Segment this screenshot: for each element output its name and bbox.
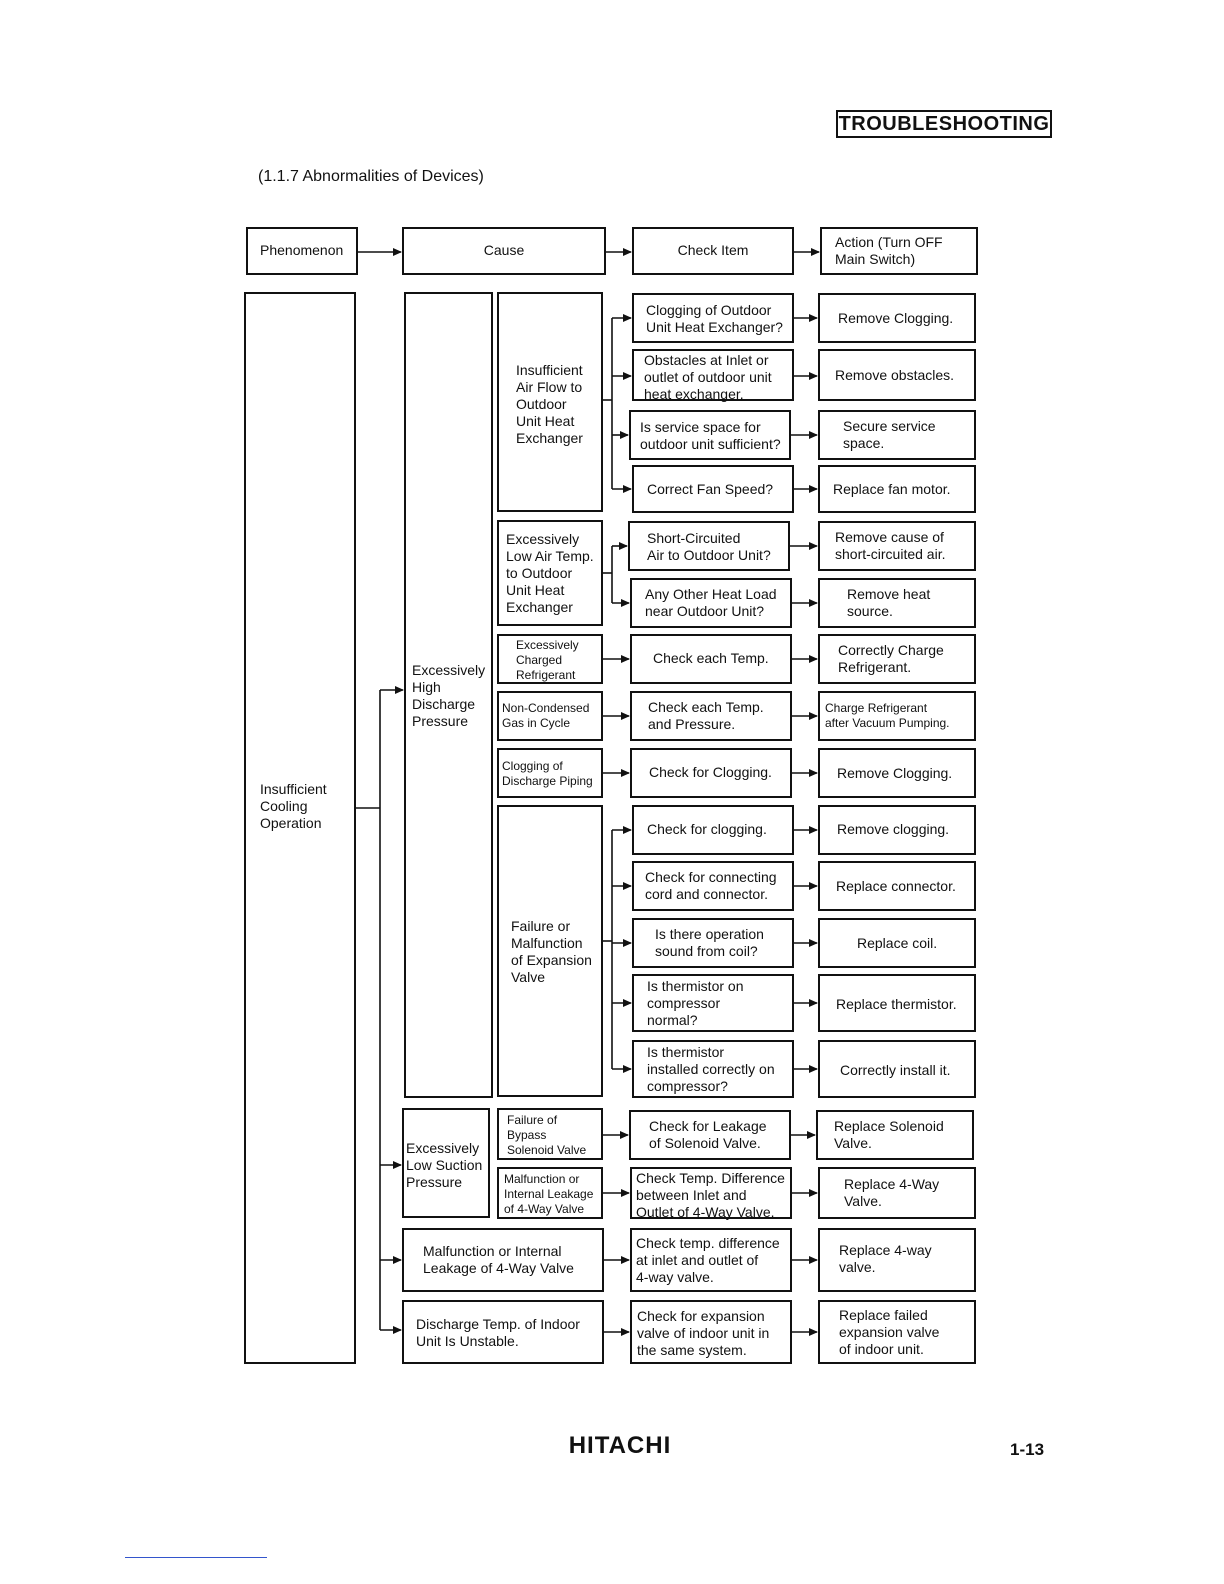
check-item — [632, 293, 794, 343]
check-item — [628, 521, 790, 571]
cause-discharge-temp-box — [402, 1300, 604, 1364]
action-item — [818, 1300, 976, 1364]
check-item — [632, 974, 794, 1032]
cause-high-discharge: Excessively High Discharge Pressure — [412, 662, 486, 729]
check-item-text: Short-Circuited Air to Outdoor Unit? — [647, 530, 771, 563]
subcause-insufficient-air: Insufficient Air Flow to Outdoor Unit Heat Exchanger — [516, 362, 583, 446]
action-item — [818, 691, 976, 741]
action-item — [818, 465, 976, 513]
check-item-text: Check each Temp. and Pressure. — [648, 699, 764, 732]
check-item-text: Check temp. difference at inlet and outlet of 4-way valve. — [636, 1235, 780, 1285]
arrowhead — [809, 826, 818, 834]
header-action: Action (Turn OFF Main Switch) — [835, 234, 943, 267]
check-item-text: Clogging of Outdoor Unit Heat Exchanger? — [646, 302, 783, 335]
check-item-text: Check for clogging. — [647, 821, 767, 837]
arrowhead — [809, 1256, 818, 1264]
action-item — [818, 974, 976, 1032]
arrowhead — [621, 769, 630, 777]
check-item — [630, 1228, 792, 1292]
arrowhead — [809, 1065, 818, 1073]
cause-high-discharge-box — [404, 292, 493, 1098]
check-item — [632, 861, 794, 911]
check-item — [629, 410, 791, 460]
arrowhead — [809, 655, 818, 663]
arrowhead — [809, 599, 818, 607]
subcause-clogging-discharge: Clogging of Discharge Piping — [502, 759, 593, 788]
subcause-insufficient-air-box — [497, 292, 603, 512]
arrowhead — [809, 314, 818, 322]
check-item-text: Correct Fan Speed? — [647, 481, 774, 497]
arrowhead — [621, 712, 630, 720]
check-item — [630, 748, 792, 798]
arrowhead — [393, 1256, 402, 1264]
action-item — [818, 293, 976, 343]
check-item — [632, 349, 794, 401]
action-item-text: Remove Clogging. — [838, 310, 954, 326]
check-item-text: Check for expansion valve of indoor unit in the same system. — [637, 1308, 770, 1358]
subcause-clogging-discharge-box — [497, 748, 603, 798]
header-check-box — [632, 227, 794, 275]
section-tag: TROUBLESHOOTING — [836, 110, 1052, 138]
arrowhead — [393, 1161, 402, 1169]
phenomenon-box — [244, 292, 356, 1364]
action-item-text: Replace 4-way valve. — [839, 1242, 932, 1275]
check-item — [630, 1300, 792, 1364]
cause-low-suction: Excessively Low Suction Pressure — [406, 1140, 483, 1190]
arrowhead — [393, 248, 402, 256]
arrowhead — [621, 1189, 630, 1197]
action-item-text: Replace connector. — [836, 878, 956, 894]
arrowhead — [620, 1131, 629, 1139]
subcause-non-condensed-box — [497, 691, 603, 741]
arrowhead — [809, 999, 818, 1007]
arrowhead — [621, 1256, 630, 1264]
action-item — [818, 634, 976, 684]
check-item-text: Any Other Heat Load near Outdoor Unit? — [645, 586, 777, 619]
action-item — [818, 1228, 976, 1292]
action-item — [818, 410, 976, 460]
check-item — [632, 918, 794, 968]
subcause-overcharged-box — [497, 634, 603, 684]
cause-low-suction-box — [402, 1108, 490, 1218]
arrowhead — [393, 1326, 402, 1334]
arrowhead — [811, 248, 820, 256]
arrowhead — [809, 542, 818, 550]
arrowhead — [621, 599, 630, 607]
subcause-expansion-valve-box — [497, 805, 603, 1097]
check-item — [632, 1040, 794, 1098]
page-subtitle: (1.1.7 Abnormalities of Devices) — [258, 168, 484, 185]
arrowhead — [623, 485, 632, 493]
arrowhead — [623, 999, 632, 1007]
check-item — [630, 1167, 792, 1219]
check-item-text: Check for Clogging. — [649, 764, 772, 780]
header-phenomenon-box — [246, 227, 358, 275]
subcause-expansion-valve: Failure or Malfunction of Expansion Valve — [511, 918, 592, 985]
arrowhead — [623, 248, 632, 256]
action-item-text: Replace Solenoid Valve. — [834, 1118, 944, 1151]
action-item-text: Remove obstacles. — [835, 367, 955, 383]
check-item — [632, 805, 794, 855]
check-item-text: Is thermistor on compressor normal? — [647, 978, 744, 1028]
action-item-text: Remove clogging. — [837, 821, 950, 837]
arrowhead — [809, 712, 818, 720]
subcause-non-condensed: Non-Condensed Gas in Cycle — [502, 701, 590, 730]
brand-logo: HITACHI — [568, 1432, 672, 1459]
action-item-text: Charge Refrigerant after Vacuum Pumping. — [825, 701, 950, 730]
page-number: 1-13 — [1010, 1440, 1045, 1459]
arrowhead — [809, 939, 818, 947]
subcause-overcharged: Excessively Charged Refrigerant — [516, 638, 579, 682]
arrowhead — [621, 655, 630, 663]
cause-four-way: Malfunction or Internal Leakage of 4-Way Valve — [423, 1243, 574, 1276]
subcause-internal-leakage: Malfunction or Internal Leakage of 4-Way Valve — [504, 1172, 594, 1216]
arrowhead — [621, 1328, 630, 1336]
action-item-text: Correctly Charge Refrigerant. — [838, 642, 944, 675]
action-item-text: Replace failed expansion valve of indoor unit. — [839, 1307, 940, 1357]
arrowhead — [395, 686, 404, 694]
arrowhead — [623, 882, 632, 890]
divider — [125, 1557, 267, 1558]
arrowhead — [809, 431, 818, 439]
header-action-box — [820, 227, 978, 275]
arrowhead — [809, 485, 818, 493]
cause-four-way-box — [402, 1228, 604, 1292]
action-item — [818, 918, 976, 968]
action-item — [818, 748, 976, 798]
phenomenon-label: Insufficient Cooling Operation — [260, 781, 327, 831]
subcause-internal-leakage-box — [497, 1167, 603, 1219]
arrowhead — [623, 372, 632, 380]
subcause-low-air-temp: Excessively Low Air Temp. to Outdoor Unit Heat Exchanger — [506, 531, 594, 615]
action-item — [818, 1040, 976, 1098]
arrowhead — [623, 826, 632, 834]
action-item-text: Remove Clogging. — [837, 765, 953, 781]
subcause-bypass-valve-box — [497, 1108, 603, 1160]
action-item-text: Replace fan motor. — [833, 481, 951, 497]
check-item-text: Check Temp. Difference between Inlet and Outlet of 4-Way Valve. — [636, 1170, 785, 1220]
check-item-text: Check for Leakage of Solenoid Valve. — [649, 1118, 767, 1151]
arrowhead — [809, 372, 818, 380]
action-item-text: Correctly install it. — [840, 1062, 951, 1078]
check-item — [630, 578, 792, 628]
action-item — [818, 805, 976, 855]
header-check-item: Check Item — [677, 242, 749, 258]
check-item — [632, 465, 794, 513]
header-cause-box — [402, 227, 606, 275]
check-item-text: Check each Temp. — [653, 650, 769, 666]
action-item-text: Remove cause of short-circuited air. — [835, 529, 946, 562]
action-item — [818, 861, 976, 911]
subcause-bypass-valve: Failure of Bypass Solenoid Valve — [507, 1113, 587, 1157]
arrowhead — [623, 939, 632, 947]
check-item-text: Check for connecting cord and connector. — [645, 869, 777, 902]
action-item — [818, 521, 976, 571]
action-item-text: Replace thermistor. — [836, 996, 957, 1012]
arrowhead — [809, 882, 818, 890]
header-cause: Cause — [483, 242, 525, 258]
arrowhead — [620, 431, 629, 439]
check-item-text: Is service space for outdoor unit sufficient? — [640, 419, 781, 452]
arrowhead — [623, 314, 632, 322]
action-item-text: Remove heat source. — [847, 586, 931, 619]
action-item-text: Secure service space. — [843, 418, 936, 451]
arrowhead — [809, 769, 818, 777]
action-item-text: Replace coil. — [857, 935, 938, 951]
check-item — [630, 691, 792, 741]
arrowhead — [619, 542, 628, 550]
check-item-text: Obstacles at Inlet or outlet of outdoor unit heat exchanger. — [644, 352, 772, 402]
cause-discharge-temp: Discharge Temp. of Indoor Unit Is Unstable. — [416, 1316, 580, 1349]
arrowhead — [809, 1328, 818, 1336]
action-item — [818, 349, 976, 401]
action-item-text: Replace 4-Way Valve. — [844, 1176, 940, 1209]
arrowhead — [807, 1131, 816, 1139]
arrowhead — [623, 1065, 632, 1073]
subcause-low-air-temp-box — [497, 520, 603, 626]
check-item — [630, 634, 792, 684]
header-phenomenon: Phenomenon — [260, 242, 344, 258]
action-item — [818, 1167, 976, 1219]
action-item — [818, 578, 976, 628]
arrowhead — [809, 1189, 818, 1197]
action-item — [816, 1110, 974, 1160]
check-item — [629, 1110, 791, 1160]
check-item-text: Is there operation sound from coil? — [655, 926, 764, 959]
check-item-text: Is thermistor installed correctly on compressor? — [647, 1044, 775, 1094]
